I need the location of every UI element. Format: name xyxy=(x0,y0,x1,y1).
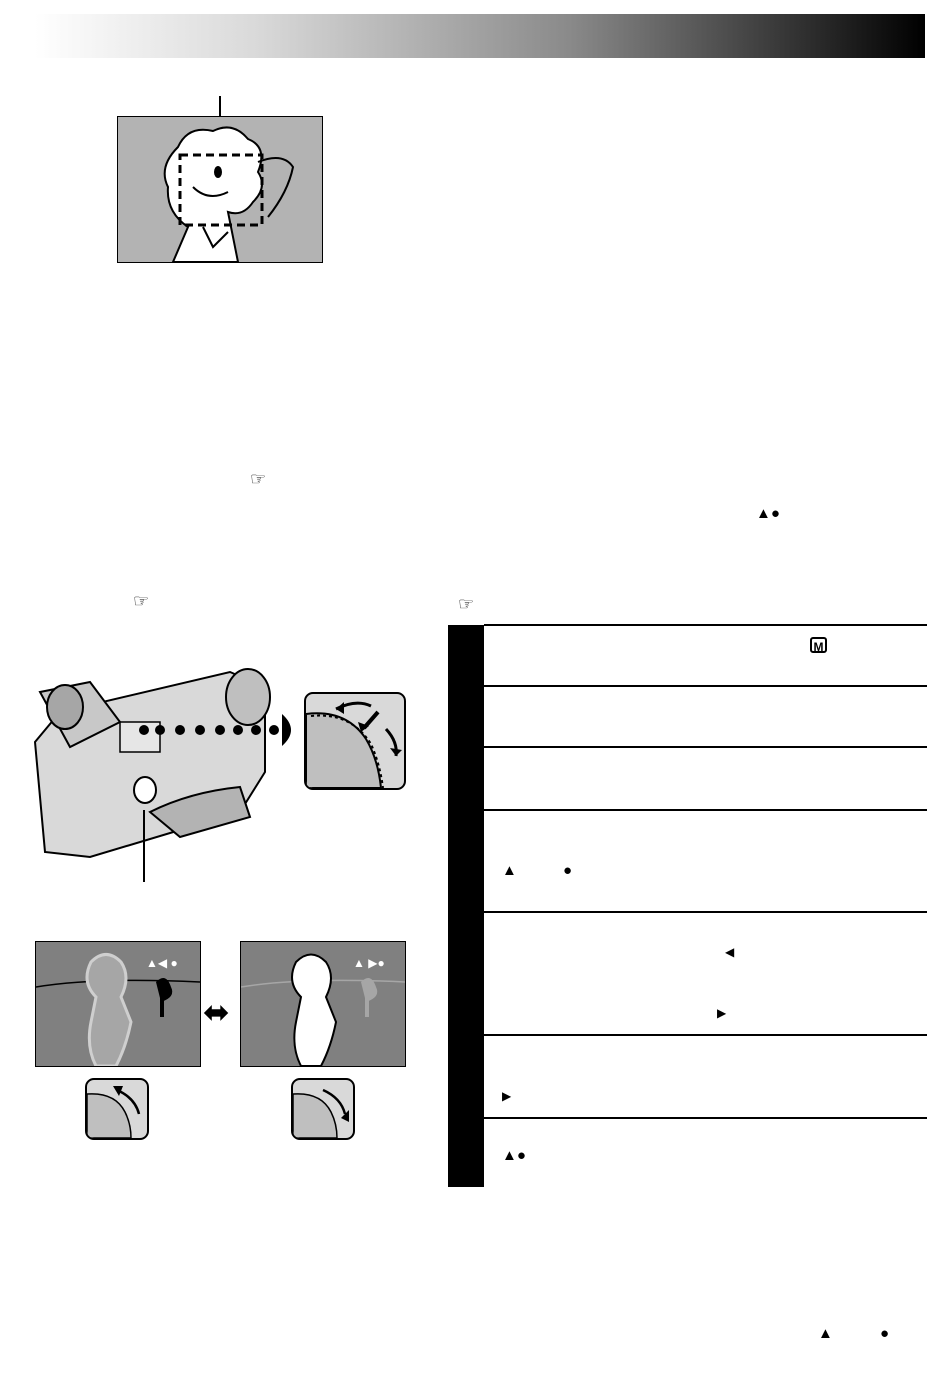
far-symbol-icon: ▲ xyxy=(502,1147,517,1164)
step-divider xyxy=(484,911,927,913)
far-symbol-icon: ▲ xyxy=(818,1325,833,1342)
camcorder-icon xyxy=(30,662,300,882)
near-focus-scene xyxy=(240,941,406,1067)
manual-mode-badge xyxy=(810,637,827,656)
manual-badge-icon: M xyxy=(810,637,827,653)
far-symbol-icon: ▲ xyxy=(756,505,771,522)
near-symbol-icon: ● xyxy=(880,1325,890,1342)
focus-dial-callout-line xyxy=(143,810,145,882)
double-arrow-icon: ⬌ xyxy=(203,994,230,1030)
pointer-hand-icon: ☞ xyxy=(133,591,150,611)
far-symbol-icon: ▲ xyxy=(502,862,517,879)
person-face-illustration xyxy=(118,117,322,262)
right-arrow-icon: ▶ xyxy=(717,1006,727,1020)
steps-column-bar xyxy=(448,625,484,1187)
far-focus-scene xyxy=(35,941,201,1067)
near-symbol-icon: ● xyxy=(170,956,178,970)
pointer-hand-icon: ☞ xyxy=(458,594,475,614)
dial-turn-near-box xyxy=(291,1078,355,1140)
step-divider xyxy=(484,746,927,748)
portrait-frame xyxy=(117,116,323,263)
left-arrow-icon: ◀ xyxy=(725,945,735,959)
step-divider xyxy=(484,809,927,811)
step-divider xyxy=(484,1117,927,1119)
right-arrow-icon: ▶ xyxy=(502,1089,512,1103)
far-near-indicator-right xyxy=(353,956,385,971)
step-divider xyxy=(484,1034,927,1036)
step-divider xyxy=(484,685,927,687)
far-symbol-icon: ▲ xyxy=(146,956,158,970)
pointer-hand-icon: ☞ xyxy=(250,469,267,489)
far-near-symbol-icon xyxy=(756,506,780,521)
near-symbol-icon: ● xyxy=(563,862,573,879)
camcorder-illustration xyxy=(30,662,300,882)
far-near-symbol-icon xyxy=(502,1148,526,1163)
right-arrow-icon: ▶ xyxy=(368,956,378,970)
near-symbol-icon: ● xyxy=(377,956,385,970)
far-symbol-icon: ▲ xyxy=(353,956,365,970)
focus-dial-icon xyxy=(306,694,404,788)
step-divider xyxy=(484,624,927,626)
far-near-indicator-left xyxy=(146,956,178,971)
dial-counterclockwise-icon xyxy=(87,1080,147,1138)
dial-turn-far-box xyxy=(85,1078,149,1140)
dial-clockwise-icon xyxy=(293,1080,353,1138)
near-symbol-icon: ● xyxy=(770,505,780,522)
near-symbol-icon: ● xyxy=(516,1147,526,1164)
left-arrow-icon: ◀ xyxy=(157,956,168,970)
header-gradient-bar xyxy=(35,14,925,58)
focus-dial-detail xyxy=(304,692,406,790)
